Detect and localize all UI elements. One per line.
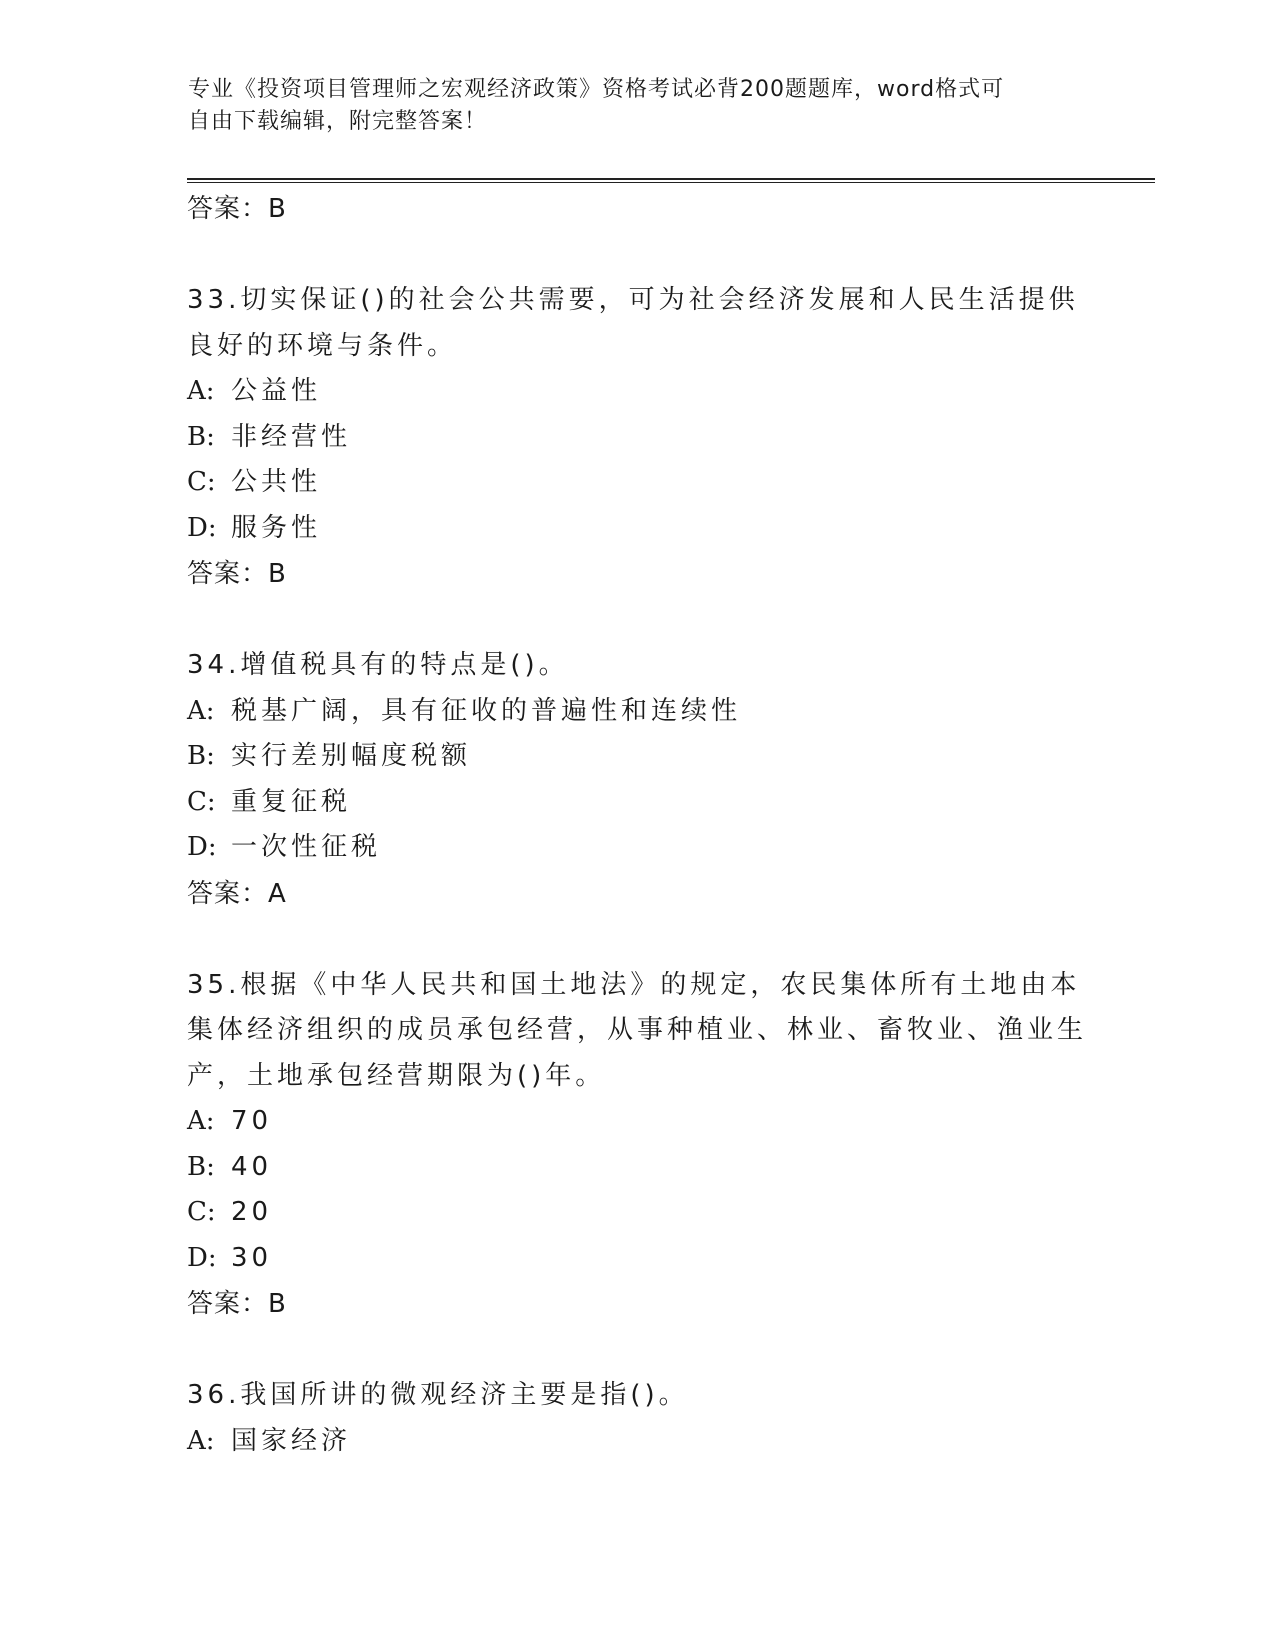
option-letter: B:: [187, 421, 215, 452]
option-letter: B:: [187, 1151, 215, 1182]
option-text: 40: [231, 1151, 273, 1182]
option-b: [187, 1145, 1087, 1191]
answer-line: 答案：B: [187, 194, 287, 224]
header-divider: [187, 178, 1155, 183]
option-letter: A:: [187, 695, 215, 726]
spacer: [187, 917, 1087, 961]
option-d: [187, 1236, 1087, 1282]
question-text: 33.切实保证()的社会公共需要，可为社会经济发展和人民生活提供良好的环境与条件。: [187, 285, 1079, 361]
spacer: [187, 232, 1087, 276]
answer-line: 答案：B: [187, 559, 287, 589]
option-text: 重复征税: [231, 786, 352, 817]
option-letter: C:: [187, 1197, 216, 1227]
answer-line: 答案：A: [187, 878, 287, 909]
option-c: [187, 780, 1087, 826]
option-letter: A:: [187, 376, 215, 406]
header-line-1: 专业《投资项目管理师之宏观经济政策》资格考试必背200题题库，word格式可: [188, 77, 1005, 102]
option-letter: D:: [187, 1242, 217, 1273]
option-letter: B:: [187, 741, 215, 771]
question-text: 36.我国所讲的微观经济主要是指()。: [187, 1380, 689, 1410]
spacer: [187, 597, 1087, 641]
option-text: 公共性: [231, 467, 322, 497]
option-text: 非经营性: [231, 421, 352, 452]
option-text: 30: [231, 1242, 273, 1273]
option-letter: D:: [187, 512, 217, 543]
option-text: 服务性: [231, 512, 322, 543]
question-text: 34.增值税具有的特点是()。: [187, 650, 569, 680]
option-text: 税基广阔，具有征收的普遍性和连续性: [231, 695, 742, 726]
document-header: [188, 74, 1088, 138]
option-a: [187, 689, 1087, 735]
option-a: [187, 369, 1087, 415]
question-list: [187, 186, 1087, 1464]
option-letter: A:: [187, 1106, 215, 1136]
option-letter: C:: [187, 467, 216, 497]
option-text: 一次性征税: [231, 832, 382, 862]
option-text: 20: [231, 1197, 273, 1227]
option-c: [187, 1190, 1087, 1236]
option-c: [187, 460, 1087, 506]
option-d: [187, 506, 1087, 552]
option-a: [187, 1099, 1087, 1145]
option-b: [187, 415, 1087, 461]
option-a: [187, 1419, 1087, 1465]
option-text: 公益性: [231, 376, 322, 406]
header-line-2: 自由下载编辑，附完整答案！: [188, 109, 488, 134]
option-letter: A:: [187, 1425, 215, 1456]
option-b: [187, 734, 1087, 780]
option-text: 实行差别幅度税额: [231, 741, 472, 771]
option-text: 国家经济: [231, 1425, 352, 1456]
option-letter: C:: [187, 786, 216, 817]
answer-line: 答案：B: [187, 1289, 287, 1319]
spacer: [187, 1327, 1087, 1371]
option-text: 70: [231, 1106, 273, 1136]
option-letter: D:: [187, 832, 217, 862]
question-text: 35.根据《中华人民共和国土地法》的规定，农民集体所有土地由本集体经济组织的成员承包经营，从事种植业、林业、畜牧业、渔业生产，土地承包经营期限为()年。: [187, 969, 1088, 1091]
option-d: [187, 825, 1087, 871]
